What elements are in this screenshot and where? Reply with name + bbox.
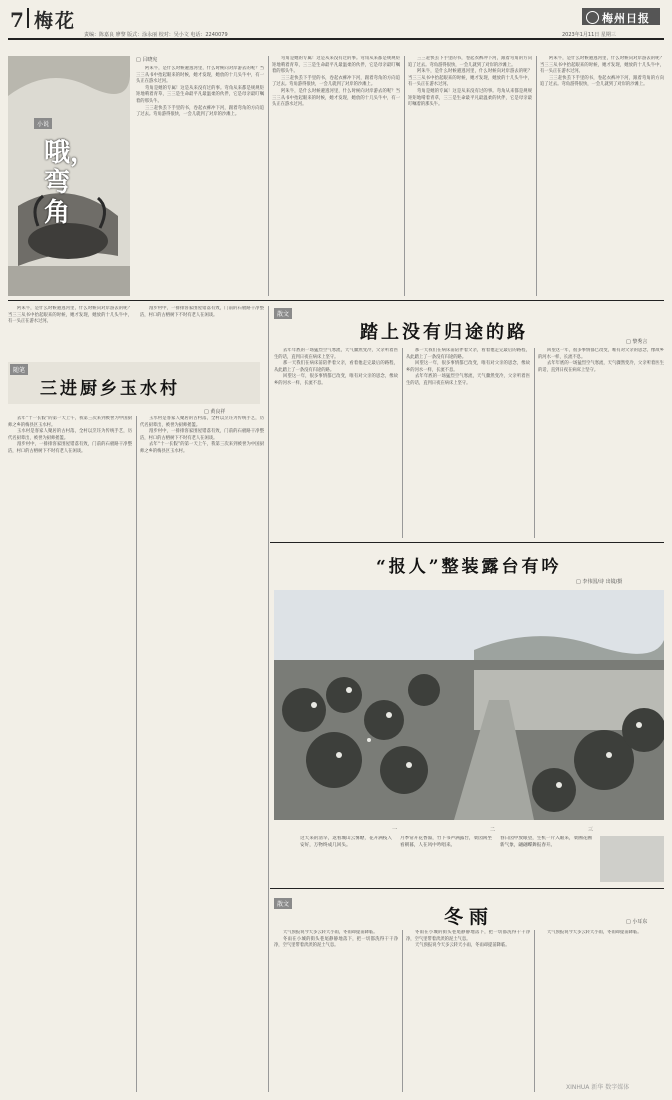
paragraph: 弯角是她的专属！这是从来没有过的事。弯角从来都是规规矩矩地啃着青草，三三是生命最平凡最温柔的伙伴，它是母亲最叮嘱着的那头牛。 xyxy=(408,88,532,108)
story-essay-byline: □ 黄良祥 xyxy=(204,409,226,415)
column-divider xyxy=(536,56,537,296)
story-fiction-body-col1 xyxy=(136,66,264,294)
editors-line: 责编：陈嘉良 廖黎 版式：涂永丽 校对：吴小文 电话：2240079 xyxy=(84,32,228,38)
paragraph: 回望这一年，很多事情都已改变，唯有对父亲的思念，像故乡的河水一样，长流不息。 xyxy=(538,348,664,360)
paragraph: 阿朱牛，是什么时候避逃河里，什么时候向对岸游去的呢？当三三从书中抬起眼来的时候，她才发现，她放的十几头牛中，有一头正在游水过河。 xyxy=(136,66,264,85)
story-prose-body-col3 xyxy=(538,348,664,538)
story-prose-byline: □ 黎秀言 xyxy=(626,339,648,345)
paper-logo-text: 梅州日报 xyxy=(602,12,650,25)
paragraph: 三三赶快丢下手里的书，卷起衣裤冲下河，跟着弯角的方向追了过去。弯角游得很快，一会儿就到了对岸的沙滩上。 xyxy=(136,105,264,118)
story-fiction-body-col4 xyxy=(540,56,664,294)
poem-2: 月季常开花香溢，竹下书声满露台，菜园闲坐看朝暮，人在风中吟唱来。 xyxy=(400,836,492,848)
paragraph: 去年“十一长假”的第一天上午，我第三次来到被誉为中国厨师之乡的梅县区玉水村。 xyxy=(8,416,132,428)
story-rain-title: 冬雨 xyxy=(444,906,495,928)
paragraph: 那一天我们在病床前陪伴着父亲，看着他走完最后的路程，从此踏上了一条没有归途的路。 xyxy=(406,348,530,360)
story-prose-body-col2 xyxy=(406,348,530,538)
photo-caption-number: 一 xyxy=(392,827,398,833)
paragraph: 天气预报说今天多云转天小雨，冬雨却提前降临。 xyxy=(415,943,510,949)
paragraph: 冬雨在小城的街头巷尾静静地落下，把一切都洗得干干净净，空气里带着淡淡的泥土气息。 xyxy=(274,936,398,949)
story-rain-byline: □ 小耳东 xyxy=(626,919,648,925)
story-prose-label: 散文 xyxy=(274,308,292,319)
logo-emblem-icon xyxy=(586,11,599,24)
paragraph: 漫步村中，一排排客家围屋错落有致，门前的石板路干净整洁，村口的古榕树下不时有老人在闲谈。 xyxy=(140,429,264,441)
story-fiction-body-col2 xyxy=(272,56,400,294)
story-essay-body-col2 xyxy=(140,416,264,1092)
column-divider xyxy=(402,348,403,538)
story-essay-intro xyxy=(140,306,264,358)
rooftop-garden-photo xyxy=(274,590,664,820)
paragraph: 玉水村是客家人聚居的古村落，全村以烹饪为传统手艺，历代名厨辈出，被誉为厨师摇篮。 xyxy=(8,429,132,441)
story-prose-body-col1 xyxy=(274,348,398,538)
story-fiction-byline: □ 吕晓宪 xyxy=(136,57,158,63)
column-divider xyxy=(404,56,405,296)
photo-caption-number: 二 xyxy=(490,827,496,833)
paragraph: 阿朱牛，是什么时候避逃河里，什么时候向对岸游去的呢？当三三从书中抬起眼来的时候，她才发现，她放的十几头牛中，有一头正在游水过河。 xyxy=(540,56,664,75)
paragraph: 三三赶快丢下手里的书，卷起衣裤冲下河，跟着弯角的方向追了过去。弯角游得很快，一会儿就到了对岸的沙滩上。 xyxy=(408,56,532,68)
column-divider xyxy=(136,416,137,1092)
paragraph: 去年年底的一场猛烈空气寒流，天气骤然变冷，父亲听着医生的话，直到日夜在病床上坚守。 xyxy=(274,348,398,360)
paragraph: 冬雨在小城的街头巷尾静静地落下，把一切都洗得干干净净，空气里带着淡淡的泥土气息。 xyxy=(406,930,530,942)
photo-caption-number: 三 xyxy=(588,827,594,833)
paragraph: 去年“十一长假”的第一天上午，我第三次来到被誉为中国厨师之乡的梅县区玉水村。 xyxy=(140,442,264,454)
paragraph: 天气预报说今天多云转天小雨，冬雨却提前降临。 xyxy=(547,930,642,935)
story-fiction-label: 小说 xyxy=(34,118,52,129)
poem-3: 春日园中放眼望，生机一片入眼来，菜圃花圃新气象，翩翩蝶舞报春开。 xyxy=(500,836,592,848)
paper-logo xyxy=(582,8,660,25)
poem-image xyxy=(600,836,664,882)
column-divider xyxy=(534,930,535,1092)
section-name: 梅花 xyxy=(34,10,77,32)
story-essay-body-col1 xyxy=(8,416,132,1092)
column-divider xyxy=(268,306,269,1092)
column-divider xyxy=(268,56,269,296)
story-prose-title: 踏上没有归途的路 xyxy=(360,322,528,343)
story-rain-body-col2 xyxy=(406,930,530,1092)
story-essay-label: 随笔 xyxy=(10,364,28,375)
paragraph: 天气预报说今天多云转天小雨，冬雨却提前降临。 xyxy=(283,930,378,935)
paragraph: 玉水村是客家人聚居的古村落，全村以烹饪为传统手艺，历代名厨辈出，被誉为厨师摇篮。 xyxy=(140,416,264,428)
story-fiction-body-col3 xyxy=(408,56,532,294)
paragraph: 阿朱牛，是什么时候避逃河里，什么时候向对岸游去的呢？当三三从书中抬起眼来的时候，她才发现，她放的十几头牛中，有一头正在游水过河。 xyxy=(272,88,400,108)
masthead-divider xyxy=(27,8,29,28)
watermark: XINHUA 新华 数字媒体 xyxy=(566,1084,630,1091)
paragraph: 去年年底的一场猛烈空气寒流，天气骤然变冷，父亲听着医生的话，直到日夜在病床上坚守。 xyxy=(406,374,530,386)
story-rain-body-col1 xyxy=(274,930,398,1092)
paragraph: 那一天我们在病床前陪伴着父亲，看着他走完最后的路程，从此踏上了一条没有归途的路。 xyxy=(274,361,398,373)
story-photo-byline: □ 李伟国/诗 出镜/摄 xyxy=(576,579,623,585)
story-essay-title: 三进厨乡玉水村 xyxy=(40,379,180,399)
paragraph: 去年年底的一场猛烈空气寒流，天气骤然变冷，父亲听着医生的话，直到日夜在病床上坚守。 xyxy=(538,361,664,373)
story-photo-title: “报人”整装露台有吟 xyxy=(376,557,562,577)
column-divider xyxy=(402,930,403,1092)
paragraph: 弯角是她的专属！这是从来没有过的事。弯角从来都是规规矩矩地啃着青草，三三是生命最平凡最温柔的伙伴，它是母亲最叮嘱着的那头牛。 xyxy=(272,56,400,75)
date-line: 2023年1月11日 星期三 xyxy=(562,32,616,38)
paragraph: 弯角是她的专属！这是从来没有过的事。弯角从来都是规规矩矩地啃着青草，三三是生命最平凡最温柔的伙伴，它是母亲最叮嘱着的那头牛。 xyxy=(136,85,264,104)
paragraph: 三三赶快丢下手里的书，卷起衣裤冲下河，跟着弯角的方向追了过去。弯角游得很快，一会儿就到了对岸的沙滩上。 xyxy=(272,75,400,88)
section-rule xyxy=(270,888,664,889)
paragraph: 漫步村中，一排排客家围屋错落有致，门前的石板路干净整洁，村口的古榕树下不时有老人在闲谈。 xyxy=(140,306,264,318)
paragraph: 三三赶快丢下手里的书，卷起衣裤冲下河，跟着弯角的方向追了过去。弯角游得很快，一会儿就到了对岸的沙滩上。 xyxy=(540,75,664,88)
section-rule xyxy=(270,542,664,543)
paragraph: 回望这一年，很多事情都已改变，唯有对父亲的思念，像故乡的河水一样，长流不息。 xyxy=(274,374,398,386)
page-number: 7 xyxy=(10,8,24,32)
story-rain-body-col3 xyxy=(538,930,664,1092)
column-divider xyxy=(534,348,535,538)
paragraph: 阿朱牛，是什么时候避逃河里，什么时候向对岸游去的呢？当三三从书中抬起眼来的时候，她才发现，她放的十几头牛中，有一头正在游水过河。 xyxy=(8,306,132,325)
story-fiction-continued xyxy=(8,306,132,358)
paragraph: 漫步村中，一排排客家围屋错落有致，门前的石板路干净整洁，村口的古榕树下不时有老人在闲谈。 xyxy=(8,442,132,454)
section-rule xyxy=(8,300,664,301)
paragraph: 回望这一年，很多事情都已改变，唯有对父亲的思念，像故乡的河水一样，长流不息。 xyxy=(406,361,530,373)
story-fiction-title: 哦，弯角 xyxy=(44,138,97,228)
paragraph: 阿朱牛，是什么时候避逃河里，什么时候向对岸游去的呢？当三三从书中抬起眼来的时候，她才发现，她放的十几头牛中，有一头正在游水过河。 xyxy=(408,69,532,88)
story-rain-label: 散文 xyxy=(274,898,292,909)
masthead-rule xyxy=(8,38,664,40)
poem-1: 这天来的清早，返看城山云雾缭，花开满枝人安好，万物终成几回头。 xyxy=(300,836,392,848)
